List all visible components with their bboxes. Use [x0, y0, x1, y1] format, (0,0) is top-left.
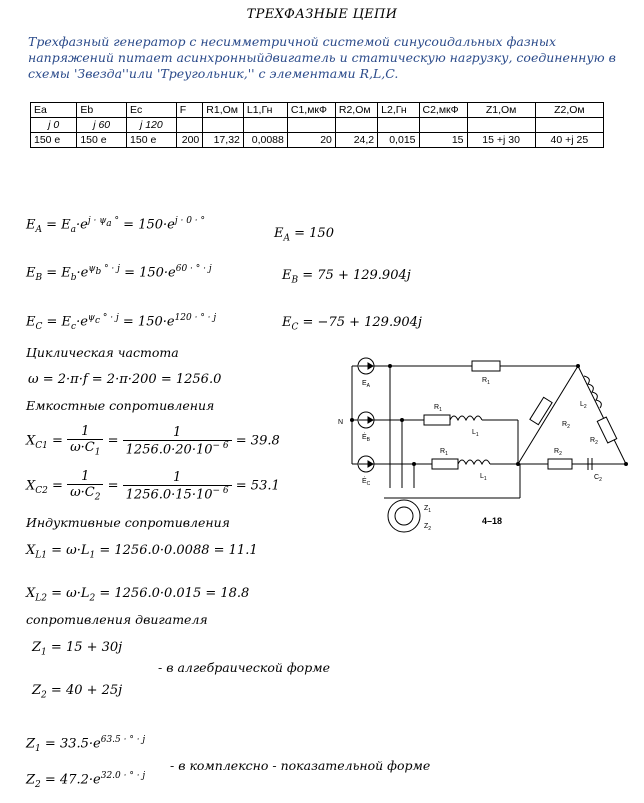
resistor-r1-bot — [432, 459, 458, 469]
header-l2: L2,Гн — [378, 103, 419, 118]
inductor-l1-bot — [458, 460, 490, 464]
label-c2: $C_2$ — [594, 474, 602, 483]
parameters-table — [30, 102, 604, 148]
cell-eb-angle: j 60 — [77, 118, 127, 133]
header-z2: Z2,Ом — [535, 103, 603, 118]
inductive-label: Индуктивные сопротивления — [26, 515, 230, 530]
cell-r1: 17,32 — [203, 133, 244, 148]
resistor-r2-right — [597, 417, 617, 443]
label-l1-mid: $L_1$ — [472, 429, 479, 438]
header-ec: Ec — [127, 103, 177, 118]
cell-z1: 15 +j 30 — [467, 133, 535, 148]
label-r1-bot: $R_1$ — [440, 448, 448, 457]
cell-ec: 150 e — [127, 133, 177, 148]
label-l1-bot: $L_1$ — [480, 473, 487, 482]
label-r2-bot: $R_2$ — [554, 448, 562, 457]
label-ea: $E_A$ — [362, 380, 371, 389]
table-header-row — [31, 103, 604, 118]
label-r1-top: $R_1$ — [482, 377, 490, 386]
capacitive-label: Емкостные сопротивления — [26, 398, 215, 413]
header-c1: C1,мкФ — [287, 103, 335, 118]
source-ec — [358, 456, 374, 472]
table-value-row — [31, 133, 604, 148]
table-angle-row — [31, 118, 604, 133]
cell-ec-angle: j 120 — [127, 118, 177, 133]
resistor-r2-bot — [548, 459, 572, 469]
xl1-equation: $X_{L1} = \omega\cdot L_1 = 1256.0\cdot 0.0088 = 11.1$ — [26, 543, 258, 561]
omega-label: Циклическая частота — [26, 345, 179, 360]
ea-equation: $E_A = E_a\cdot e^{j \cdot \psi_a ^\circ} = 150\cdot e^{j \cdot 0 \cdot ^\circ}$ — [26, 216, 206, 235]
header-c2: C2,мкФ — [419, 103, 467, 118]
label-z1: $Z_1$ — [424, 505, 432, 514]
cell-z2: 40 +j 25 — [535, 133, 603, 148]
circuit-diagram — [326, 348, 636, 538]
xc2-equation: $X_{C2}$ = $\frac{1}{\omega\cdot C_2}$ = $\frac{1}{1256.0\cdot 15\cdot 10^{- 6}}$ = 53.1 — [26, 469, 280, 503]
ec-equation: $E_C = E_c\cdot e^{\psi_c ^\circ \cdot j} = 150\cdot e^{120 \cdot ^\circ \cdot j}$ — [26, 313, 217, 332]
label-ec: $Ė_C$ — [362, 478, 371, 487]
header-ea: Ea — [31, 103, 77, 118]
cell-ea: 150 e — [31, 133, 77, 148]
source-ea — [358, 358, 374, 374]
task-statement: Трехфазный генератор с несимметричной системой синусоидальных фазных напряжений питает асинхронныйдвигатель и статическую нагрузку, соединенную в схемы 'Звезда''или 'Треугольник,'' с элементами R,L,C. — [28, 34, 616, 81]
motor-label: сопротивления двигателя — [26, 612, 208, 627]
motor-symbol — [388, 500, 420, 532]
cell-l1: 0,0088 — [243, 133, 287, 148]
cell-eb: 150 e — [77, 133, 127, 148]
header-r2: R2,Ом — [335, 103, 377, 118]
header-eb: Eb — [77, 103, 127, 118]
cell-f: 200 — [176, 133, 203, 148]
header-l1: L1,Гн — [243, 103, 287, 118]
label-z2: $Z_2$ — [424, 523, 432, 532]
inductor-l1-mid — [450, 416, 482, 420]
label-n: N — [338, 419, 344, 426]
ec-result: $E_C = -75 + 129.904j$ — [282, 315, 422, 333]
xc1-equation: $X_{C1}$ = $\frac{1}{\omega\cdot C_1}$ = $\frac{1}{1256.0\cdot 20\cdot 10^{- 6}}$ = 39.8 — [26, 424, 280, 458]
exponential-note: - в комплексно - показательной форме — [170, 758, 431, 773]
cell-c1: 20 — [287, 133, 335, 148]
label-eb: $Ė_B$ — [362, 434, 371, 443]
header-f: F — [176, 103, 203, 118]
label-r2-right: $R_2$ — [590, 437, 598, 446]
cell-l2: 0,015 — [378, 133, 419, 148]
z1-exponential: $Z_1 = 33.5\cdot e^{63.5 \cdot ^\circ \cdot j}$ — [26, 735, 146, 754]
algebraic-note: - в алгебраической форме — [158, 660, 330, 675]
cell-r2: 24,2 — [335, 133, 377, 148]
page-title: ТРЕХФАЗНЫЕ ЦЕПИ — [246, 7, 398, 22]
eb-equation: $E_B = E_b\cdot e^{\psi_b ^\circ \cdot j} = 150\cdot e^{60 \cdot ^\circ \cdot j}$ — [26, 264, 212, 283]
xl2-equation: $X_{L2} = \omega\cdot L_2 = 1256.0\cdot 0.015 = 18.8$ — [26, 586, 250, 604]
header-z1: Z1,Ом — [467, 103, 535, 118]
label-r1-mid: $R_1$ — [434, 404, 442, 413]
cell-ea-angle: j 0 — [31, 118, 77, 133]
label-l2: $L_2$ — [580, 401, 587, 410]
eb-result: $E_B = 75 + 129.904j$ — [282, 268, 411, 286]
ea-result: $E_A = 150$ — [274, 226, 334, 244]
source-eb — [358, 412, 374, 428]
figure-label: 4–18 — [482, 516, 503, 526]
z2-exponential: $Z_2 = 47.2\cdot e^{32.0 \cdot ^\circ \cdot j}$ — [26, 771, 146, 790]
z1-algebraic: $Z_1 = 15 + 30j$ — [32, 640, 123, 658]
resistor-r1-mid — [424, 415, 450, 425]
cell-c2: 15 — [419, 133, 467, 148]
resistor-r1-top — [472, 361, 500, 371]
omega-equation: ω = 2·π·f = 2·π·200 = 1256.0 — [28, 372, 222, 387]
header-r1: R1,Ом — [203, 103, 244, 118]
label-r2-diag: $R_2$ — [562, 421, 570, 430]
z2-algebraic: $Z_2 = 40 + 25j$ — [32, 683, 123, 701]
resistor-r2-diag — [530, 397, 552, 424]
